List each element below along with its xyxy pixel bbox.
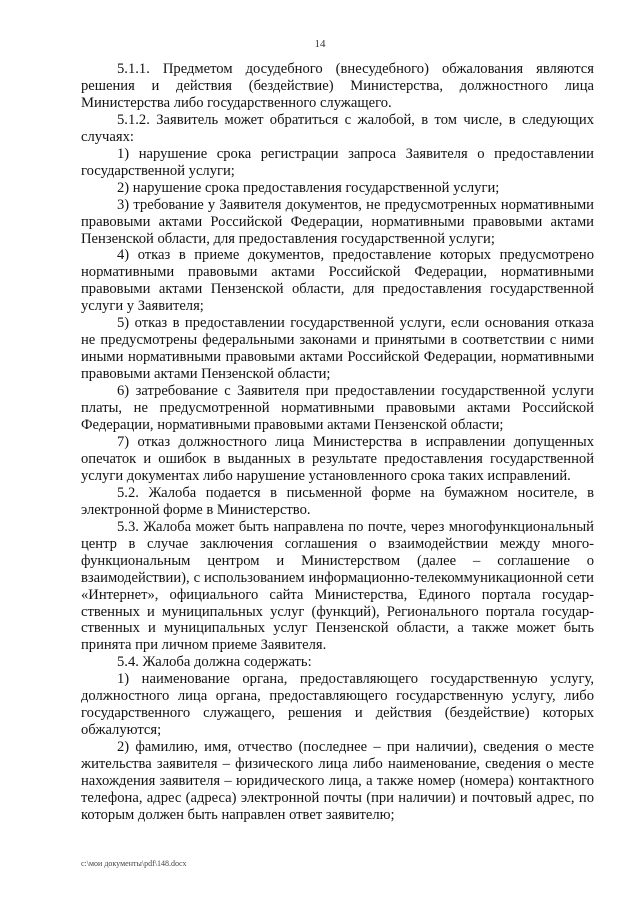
list-item-7: 7) отказ должностного лица Министерства в исправлении допущенных опечаток и ошибок в выданных в результате предоставления государственной услуги документах либо нарушение установленного срока таких исправлений.: [81, 433, 594, 484]
paragraph-5-1-1: 5.1.1. Предметом досудебного (внесудебного) обжалования являются решения и действия (бездействие) Министерства, должностного лица Министерства либо государственного служащего.: [81, 61, 594, 111]
list-item-5: 5) отказ в предоставлении государственной услуги, если основания отказа не предусмотрены федеральными законами и принятыми в соответствии с ними иными нормативными правовыми актами Российской Федерации, нормативными правовыми актами Пензенской области;: [81, 315, 594, 383]
paragraph-5-3: 5.3. Жалоба может быть направлена по почте, через многофункциональный центр в случае заключения соглашения о взаимодействии между много-функциональным центром и Министерством (далее – соглашение о взаимодействии), с использованием информационно-телекоммуникационной сети «Интернет», официального сайта Министерства, Единого портала государ-ственных и муниципальных услуг (функций), Регионального портала государ-ственных и муниципальных услуг Пензенской области, а также может быть принята при личном приеме Заявителя.: [81, 518, 594, 654]
document-body: [81, 61, 594, 824]
paragraph-5-2: 5.2. Жалоба подается в письменной форме на бумажном носителе, в электронной форме в Министерство.: [81, 484, 594, 518]
paragraph-5-1-2: 5.1.2. Заявитель может обратиться с жалобой, в том числе, в следующих случаях:: [81, 111, 594, 145]
list-item-1: 1) нарушение срока регистрации запроса Заявителя о предоставлении государственной услуги;: [81, 145, 594, 179]
list-item-6: 6) затребование с Заявителя при предоставлении государственной услуги платы, не предусмотренной нормативными правовыми актами Российской Федерации, нормативными правовыми актами Пензенской области;: [81, 383, 594, 434]
content-item-1: 1) наименование органа, предоставляющего государственную услугу, должностного лица органа, предоставляющего государственную услугу, либо государственного служащего, решения и действия (бездействие) которых обжалуются;: [81, 671, 594, 739]
list-item-2: 2) нарушение срока предоставления государственной услуги;: [117, 179, 500, 196]
list-item-3: 3) требование у Заявителя документов, не предусмотренных нормативными правовыми актами Российской Федерации, нормативными правовыми актами Пензенской области, для предоставления государственной услуги;: [81, 196, 594, 247]
paragraph-5-4: 5.4. Жалоба должна содержать:: [117, 654, 312, 671]
list-item-4: 4) отказ в приеме документов, предоставление которых предусмотрено нормативными правовыми актами Российской Федерации, нормативными правовыми актами Пензенской области, для предоставления государственной услуги у Заявителя;: [81, 247, 594, 315]
content-item-2: 2) фамилию, имя, отчество (последнее – при наличии), сведения о месте жительства заявителя – физического лица либо наименование, сведения о месте нахождения заявителя – юридического лица, а также номер (номера) контактного телефона, адрес (адреса) электронной почты (при наличии) и почтовый адрес, по которым должен быть направлен ответ заявителю;: [81, 739, 594, 823]
file-path-footer: c:\мои документы\pdf\148.docx: [81, 859, 187, 868]
page-number: 14: [314, 38, 326, 50]
